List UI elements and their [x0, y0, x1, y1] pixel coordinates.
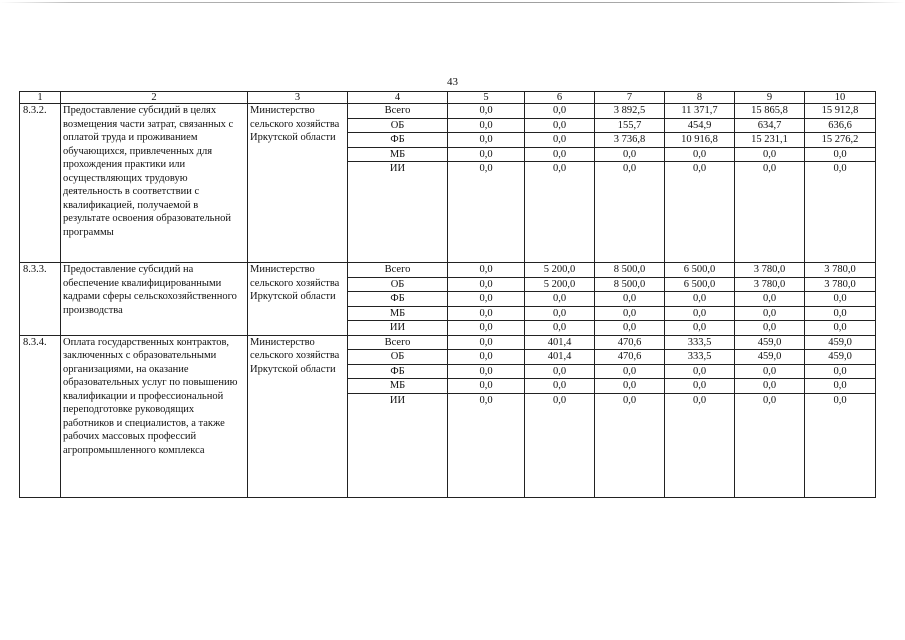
- funding-value: 0,0: [525, 393, 595, 497]
- funding-value: 0,0: [525, 118, 595, 133]
- column-number: 9: [735, 92, 805, 104]
- funding-value: 0,0: [448, 277, 525, 292]
- funding-value: 0,0: [595, 147, 665, 162]
- funding-source: ФБ: [348, 292, 448, 307]
- funding-value: 0,0: [448, 364, 525, 379]
- funding-value: 0,0: [448, 306, 525, 321]
- funding-source: ФБ: [348, 133, 448, 148]
- column-number: 2: [61, 92, 248, 104]
- funding-value: 636,6: [805, 118, 876, 133]
- funding-value: 0,0: [448, 393, 525, 497]
- funding-value: 454,9: [665, 118, 735, 133]
- funding-value: 0,0: [525, 379, 595, 394]
- funding-value: 0,0: [595, 393, 665, 497]
- funding-value: 0,0: [665, 364, 735, 379]
- funding-value: 0,0: [448, 335, 525, 350]
- funding-value: 0,0: [595, 306, 665, 321]
- funding-value: 470,6: [595, 350, 665, 365]
- funding-value: 0,0: [595, 321, 665, 336]
- funding-source: ОБ: [348, 118, 448, 133]
- funding-value: 5 200,0: [525, 263, 595, 278]
- funding-value: 0,0: [595, 162, 665, 263]
- measure-name: Предоставление субсидий в целях возмещения части затрат, связанных с оплатой труда и проживанием обучающихся, привлеченных для прохождения практики или осуществляющих трудовую деятельность в соответствии с квалификацией, получаемой в результате освоения образовательной программы: [61, 104, 248, 263]
- funding-value: 8 500,0: [595, 277, 665, 292]
- header-row: [20, 92, 876, 104]
- column-number: 10: [805, 92, 876, 104]
- funding-value: 0,0: [665, 393, 735, 497]
- funding-value: 0,0: [805, 162, 876, 263]
- scan-edge-line: [0, 2, 905, 3]
- column-number: 8: [665, 92, 735, 104]
- funding-source: МБ: [348, 379, 448, 394]
- measure-executor: Министерство сельского хозяйства Иркутской области: [248, 335, 348, 497]
- funding-source: ИИ: [348, 321, 448, 336]
- funding-value: 0,0: [805, 379, 876, 394]
- funding-value: 0,0: [525, 104, 595, 119]
- funding-value: 0,0: [525, 306, 595, 321]
- funding-value: 0,0: [735, 306, 805, 321]
- table-row: [20, 263, 876, 278]
- funding-value: 3 780,0: [805, 263, 876, 278]
- measure-executor: Министерство сельского хозяйства Иркутской области: [248, 104, 348, 263]
- funding-value: 401,4: [525, 335, 595, 350]
- funding-table: [19, 91, 876, 498]
- funding-source: МБ: [348, 306, 448, 321]
- funding-value: 0,0: [448, 321, 525, 336]
- funding-value: 459,0: [805, 335, 876, 350]
- funding-value: 0,0: [665, 162, 735, 263]
- funding-value: 0,0: [525, 292, 595, 307]
- column-number: 6: [525, 92, 595, 104]
- funding-value: 0,0: [595, 379, 665, 394]
- funding-value: 0,0: [448, 118, 525, 133]
- funding-value: 0,0: [448, 162, 525, 263]
- funding-value: 8 500,0: [595, 263, 665, 278]
- funding-value: 0,0: [805, 393, 876, 497]
- funding-value: 0,0: [735, 321, 805, 336]
- funding-value: 0,0: [805, 292, 876, 307]
- funding-value: 155,7: [595, 118, 665, 133]
- funding-value: 0,0: [735, 393, 805, 497]
- measure-index: 8.3.4.: [20, 335, 61, 497]
- funding-value: 0,0: [448, 147, 525, 162]
- funding-value: 0,0: [735, 292, 805, 307]
- funding-value: 0,0: [525, 162, 595, 263]
- funding-value: 0,0: [448, 379, 525, 394]
- funding-value: 0,0: [448, 104, 525, 119]
- funding-value: 0,0: [448, 133, 525, 148]
- funding-value: 3 892,5: [595, 104, 665, 119]
- funding-value: 333,5: [665, 335, 735, 350]
- funding-value: 0,0: [735, 379, 805, 394]
- funding-value: 0,0: [735, 162, 805, 263]
- funding-source: Всего: [348, 104, 448, 119]
- measure-name: Оплата государственных контрактов, заключенных с образовательными организациями, на оказание образовательных услуг по повышению квалификации и профессиональной переподготовке руководящих работников и специалистов, а также рабочих массовых профессий агропромышленного комплекса: [61, 335, 248, 497]
- funding-value: 0,0: [665, 292, 735, 307]
- funding-value: 401,4: [525, 350, 595, 365]
- column-number: 4: [348, 92, 448, 104]
- funding-value: 470,6: [595, 335, 665, 350]
- funding-source: ОБ: [348, 277, 448, 292]
- funding-value: 0,0: [448, 263, 525, 278]
- funding-value: 333,5: [665, 350, 735, 365]
- funding-value: 15 865,8: [735, 104, 805, 119]
- funding-value: 0,0: [525, 133, 595, 148]
- column-number: 3: [248, 92, 348, 104]
- measure-index: 8.3.2.: [20, 104, 61, 263]
- funding-value: 6 500,0: [665, 277, 735, 292]
- funding-source: ОБ: [348, 350, 448, 365]
- funding-value: 3 736,8: [595, 133, 665, 148]
- column-number: 1: [20, 92, 61, 104]
- funding-source: Всего: [348, 263, 448, 278]
- funding-value: 0,0: [595, 364, 665, 379]
- funding-value: 0,0: [735, 364, 805, 379]
- column-number: 5: [448, 92, 525, 104]
- funding-value: 3 780,0: [735, 263, 805, 278]
- funding-value: 0,0: [525, 321, 595, 336]
- table-row: [20, 335, 876, 350]
- funding-value: 6 500,0: [665, 263, 735, 278]
- funding-source: Всего: [348, 335, 448, 350]
- funding-value: 0,0: [595, 292, 665, 307]
- funding-value: 0,0: [525, 364, 595, 379]
- funding-source: ИИ: [348, 162, 448, 263]
- funding-value: 0,0: [805, 147, 876, 162]
- funding-value: 5 200,0: [525, 277, 595, 292]
- table-row: [20, 104, 876, 119]
- funding-value: 459,0: [805, 350, 876, 365]
- measure-name: Предоставление субсидий на обеспечение квалифицированными кадрами сферы сельскохозяйственного производства: [61, 263, 248, 336]
- funding-value: 10 916,8: [665, 133, 735, 148]
- funding-value: 0,0: [805, 321, 876, 336]
- funding-value: 0,0: [665, 379, 735, 394]
- funding-value: 0,0: [665, 321, 735, 336]
- funding-value: 0,0: [525, 147, 595, 162]
- page-number: 43: [447, 76, 458, 88]
- funding-value: 11 371,7: [665, 104, 735, 119]
- funding-source: ФБ: [348, 364, 448, 379]
- funding-value: 3 780,0: [805, 277, 876, 292]
- measure-executor: Министерство сельского хозяйства Иркутской области: [248, 263, 348, 336]
- funding-value: 0,0: [665, 306, 735, 321]
- funding-value: 3 780,0: [735, 277, 805, 292]
- funding-source: ИИ: [348, 393, 448, 497]
- funding-value: 634,7: [735, 118, 805, 133]
- funding-value: 15 231,1: [735, 133, 805, 148]
- funding-value: 0,0: [448, 292, 525, 307]
- funding-value: 0,0: [448, 350, 525, 365]
- funding-value: 0,0: [805, 306, 876, 321]
- funding-value: 459,0: [735, 335, 805, 350]
- funding-value: 0,0: [805, 364, 876, 379]
- column-number: 7: [595, 92, 665, 104]
- funding-value: 15 912,8: [805, 104, 876, 119]
- funding-value: 459,0: [735, 350, 805, 365]
- measure-index: 8.3.3.: [20, 263, 61, 336]
- funding-source: МБ: [348, 147, 448, 162]
- funding-value: 15 276,2: [805, 133, 876, 148]
- funding-value: 0,0: [665, 147, 735, 162]
- funding-value: 0,0: [735, 147, 805, 162]
